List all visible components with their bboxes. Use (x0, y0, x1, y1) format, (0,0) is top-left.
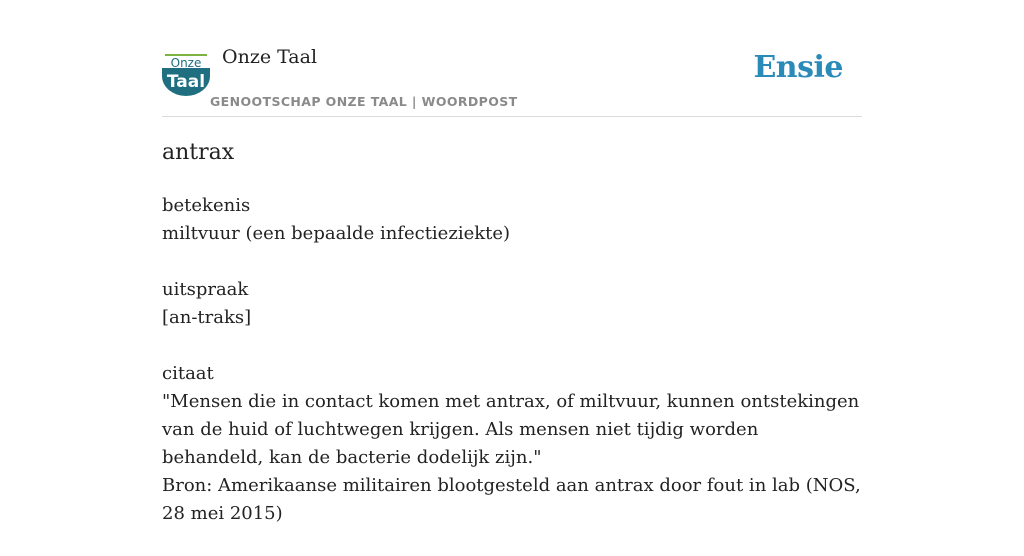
pronunciation-block (162, 276, 862, 332)
onze-taal-logo[interactable] (162, 54, 210, 96)
meaning-text: miltvuur (een bepaalde infectieziekte) (162, 223, 511, 244)
logo-text-top: Onze (170, 56, 202, 70)
quote-text: "Mensen die in contact komen met antrax, of miltvuur, kunnen ontstekingen van de huid of luchtwegen krijgen. Als mensen niet tijdig worden behandeld, kan de bacterie dodelijk zijn." (162, 391, 860, 468)
entry-content (162, 192, 862, 556)
meaning-block (162, 192, 862, 248)
meaning-label: betekenis (162, 195, 251, 216)
quote-label: citaat (162, 363, 214, 384)
quote-block (162, 360, 862, 528)
org-name[interactable]: Onze Taal (222, 46, 318, 68)
quote-source: Bron: Amerikaanse militairen blootgesteld aan antrax door fout in lab (NOS, 28 mei 2015) (162, 475, 861, 524)
header (162, 0, 862, 117)
header-subtitle: GENOOTSCHAP ONZE TAAL | WOORDPOST (210, 94, 518, 109)
ensie-brand-logo[interactable]: Ensie (753, 50, 843, 85)
pronunciation-text: [an-traks] (162, 307, 252, 328)
entry-word: antrax (162, 140, 235, 165)
pronunciation-label: uitspraak (162, 279, 249, 300)
logo-text-bottom: Taal (166, 72, 206, 92)
page-container (162, 0, 862, 524)
